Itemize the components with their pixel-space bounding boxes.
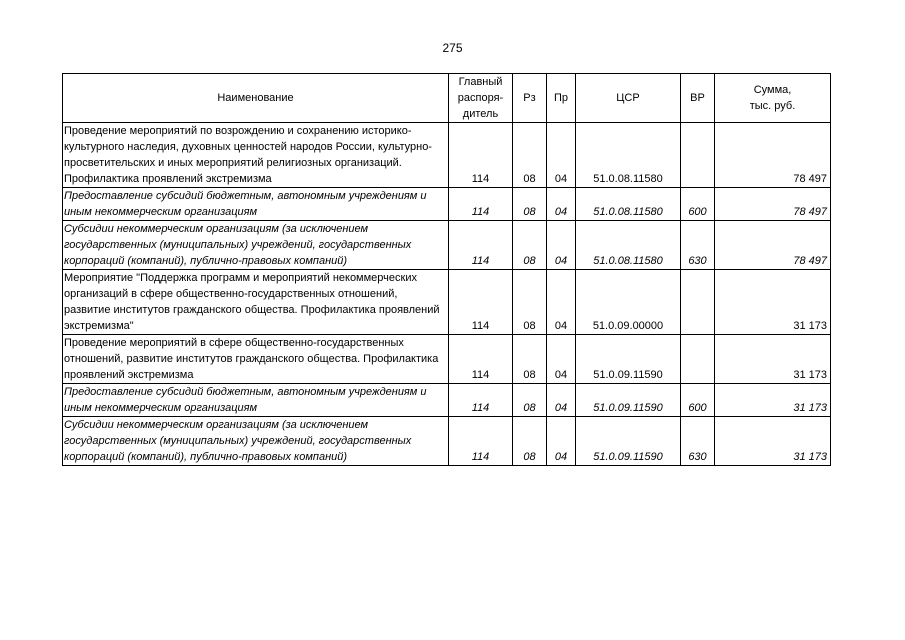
row-section: 08 <box>513 221 547 270</box>
row-target-article: 51.0.08.11580 <box>576 188 681 221</box>
row-target-article: 51.0.09.11590 <box>576 417 681 466</box>
row-name: Предоставление субсидий бюджетным, автономным учреждениям и иным некоммерческим организациям <box>63 188 449 221</box>
header-main-manager-line1: Главный <box>458 76 503 88</box>
row-section: 08 <box>513 188 547 221</box>
row-amount: 31 173 <box>715 417 831 466</box>
table-row <box>63 417 831 466</box>
row-section: 08 <box>513 417 547 466</box>
table-row <box>63 270 831 335</box>
row-amount: 31 173 <box>715 335 831 384</box>
row-expense-type <box>681 123 715 188</box>
row-section: 08 <box>513 270 547 335</box>
row-target-article: 51.0.09.00000 <box>576 270 681 335</box>
row-section: 08 <box>513 335 547 384</box>
row-main-manager: 114 <box>449 123 513 188</box>
row-name: Субсидии некоммерческим организациям (за исключением государственных (муниципальных) учреждений, государственных корпораций (компаний), публично-правовых компаний) <box>63 417 449 466</box>
row-name: Мероприятие "Поддержка программ и мероприятий некоммерческих организаций в сфере общественно-государственных отношений, развитие институтов гражданского общества. Профилактика проявлений экстремизма" <box>63 270 449 335</box>
header-section: Рз <box>513 74 547 123</box>
budget-table <box>62 73 831 466</box>
row-target-article: 51.0.09.11590 <box>576 384 681 417</box>
header-row <box>63 74 831 123</box>
row-main-manager: 114 <box>449 335 513 384</box>
header-main-manager-line3: дитель <box>462 108 499 120</box>
header-main-manager-line2: распоря- <box>457 92 504 104</box>
header-name: Наименование <box>63 74 449 123</box>
row-subsection: 04 <box>547 335 576 384</box>
row-name: Проведение мероприятий по возрождению и сохранению историко-культурного наследия, духовных ценностей народов России, культурно-просветительских и иных мероприятий религиозных организаций. Профилактика проявлений экстремизма <box>63 123 449 188</box>
header-subsection: Пр <box>547 74 576 123</box>
table-body <box>63 123 831 466</box>
table-row <box>63 123 831 188</box>
row-main-manager: 114 <box>449 384 513 417</box>
row-main-manager: 114 <box>449 221 513 270</box>
row-amount: 78 497 <box>715 221 831 270</box>
header-main-manager <box>449 74 513 123</box>
table-row <box>63 188 831 221</box>
table-row <box>63 384 831 417</box>
row-subsection: 04 <box>547 123 576 188</box>
row-amount: 31 173 <box>715 270 831 335</box>
row-expense-type <box>681 335 715 384</box>
row-subsection: 04 <box>547 270 576 335</box>
header-amount-line2: тыс. руб. <box>749 100 796 112</box>
row-expense-type: 600 <box>681 384 715 417</box>
row-amount: 78 497 <box>715 123 831 188</box>
header-amount-line1: Сумма, <box>753 84 792 96</box>
row-name: Проведение мероприятий в сфере общественно-государственных отношений, развитие институтов гражданского общества. Профилактика проявлений экстремизма <box>63 335 449 384</box>
row-expense-type: 600 <box>681 188 715 221</box>
table-row <box>63 335 831 384</box>
header-target-article: ЦСР <box>576 74 681 123</box>
row-target-article: 51.0.08.11580 <box>576 123 681 188</box>
row-target-article: 51.0.08.11580 <box>576 221 681 270</box>
table-header <box>63 74 831 123</box>
row-target-article: 51.0.09.11590 <box>576 335 681 384</box>
row-amount: 31 173 <box>715 384 831 417</box>
row-main-manager: 114 <box>449 417 513 466</box>
row-expense-type: 630 <box>681 221 715 270</box>
row-expense-type <box>681 270 715 335</box>
row-amount: 78 497 <box>715 188 831 221</box>
row-section: 08 <box>513 123 547 188</box>
row-expense-type: 630 <box>681 417 715 466</box>
header-amount <box>715 74 831 123</box>
table-row <box>63 221 831 270</box>
row-main-manager: 114 <box>449 188 513 221</box>
row-subsection: 04 <box>547 188 576 221</box>
row-subsection: 04 <box>547 417 576 466</box>
row-subsection: 04 <box>547 221 576 270</box>
page-number: 275 <box>442 41 463 55</box>
row-name: Предоставление субсидий бюджетным, автономным учреждениям и иным некоммерческим организациям <box>63 384 449 417</box>
row-name: Субсидии некоммерческим организациям (за исключением государственных (муниципальных) учреждений, государственных корпораций (компаний), публично-правовых компаний) <box>63 221 449 270</box>
row-subsection: 04 <box>547 384 576 417</box>
row-section: 08 <box>513 384 547 417</box>
row-main-manager: 114 <box>449 270 513 335</box>
header-expense-type: ВР <box>681 74 715 123</box>
